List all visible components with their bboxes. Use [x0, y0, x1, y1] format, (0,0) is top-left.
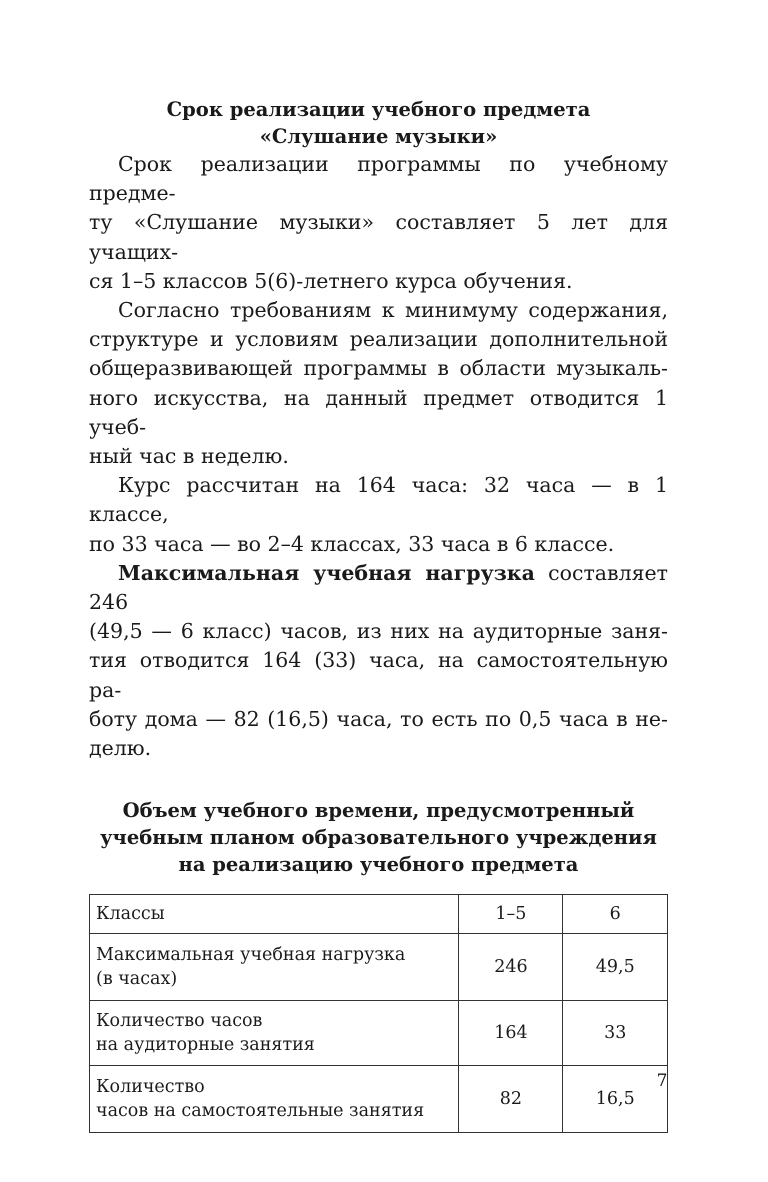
text-line: Согласно требованиям к минимуму содержания, [118, 298, 668, 323]
text-line: ся 1–5 классов 5(6)-летнего курса обучения. [89, 268, 573, 293]
table-row [90, 1001, 668, 1066]
section-title-line-2: «Слушание музыки» [259, 125, 498, 148]
cell-value: 49,5 [563, 934, 668, 1001]
paragraph-requirements [89, 296, 668, 471]
row-label-max-load [90, 934, 459, 1001]
table-title [89, 797, 668, 878]
table-row [90, 934, 668, 1001]
text-line: по 33 часа — во 2–4 классах, 33 часа в 6 классе. [89, 531, 615, 556]
row-label-line: (в часах) [96, 969, 178, 990]
text-line: Срок реализации программы по учебному предме- [89, 152, 668, 206]
row-label-line: на аудиторные занятия [96, 1035, 315, 1056]
cell-value: 33 [563, 1001, 668, 1066]
paragraph-max-load [89, 559, 668, 763]
table-header-row [90, 895, 668, 934]
text-fragment: составляет 246 [89, 560, 668, 615]
section-title-line-1: Срок реализации учебного предмета [166, 98, 591, 121]
cell-value: 164 [459, 1001, 563, 1066]
bold-term: Максимальная учебная нагрузка [118, 560, 535, 585]
header-cell-grades-1-5: 1–5 [459, 895, 563, 934]
table-title-line-1: Объем учебного времени, предусмотренный [122, 799, 635, 823]
paragraph-course-hours [89, 471, 668, 559]
table-title-line-3: на реализацию учебного предмета [178, 853, 579, 877]
table-row [90, 1066, 668, 1133]
text-line: Курс рассчитан на 164 часа: 32 часа — в 1 классе, [89, 473, 668, 527]
text-line: общеразвивающей программы в области музыкаль- [89, 356, 668, 381]
header-cell-classes: Классы [90, 895, 459, 934]
study-hours-table [89, 894, 668, 1133]
paragraph-duration [89, 150, 668, 296]
text-line: боту дома — 82 (16,5) часа, то есть по 0,5 часа в не- [89, 706, 668, 731]
row-label-self-study-hours [90, 1066, 459, 1133]
text-line: ный час в неделю. [89, 444, 289, 469]
text-line: ту «Слушание музыки» составляет 5 лет для учащих- [89, 210, 668, 264]
cell-value: 16,5 [563, 1066, 668, 1133]
text-line [89, 559, 668, 617]
section-title [89, 96, 668, 150]
row-label-line: Максимальная учебная нагрузка [96, 945, 406, 966]
row-label-classroom-hours [90, 1001, 459, 1066]
header-cell-grade-6: 6 [563, 895, 668, 934]
cell-value: 246 [459, 934, 563, 1001]
row-label-line: Количество [96, 1077, 205, 1098]
text-line: структуре и условиям реализации дополнительной [89, 327, 668, 352]
page-content [89, 88, 668, 1133]
row-label-line: Количество часов [96, 1011, 263, 1032]
text-line: ного искусства, на данный предмет отводится 1 учеб- [89, 385, 668, 439]
text-line: делю. [89, 736, 152, 761]
table-title-line-2: учебным планом образовательного учреждения [100, 826, 657, 850]
text-line: тия отводится 164 (33) часа, на самостоятельную ра- [89, 648, 668, 702]
row-label-line: часов на самостоятельные занятия [96, 1101, 425, 1122]
text-line: (49,5 — 6 класс) часов, из них на аудиторные заня- [89, 619, 668, 644]
cell-value: 82 [459, 1066, 563, 1133]
page-number: 7 [656, 1071, 668, 1091]
